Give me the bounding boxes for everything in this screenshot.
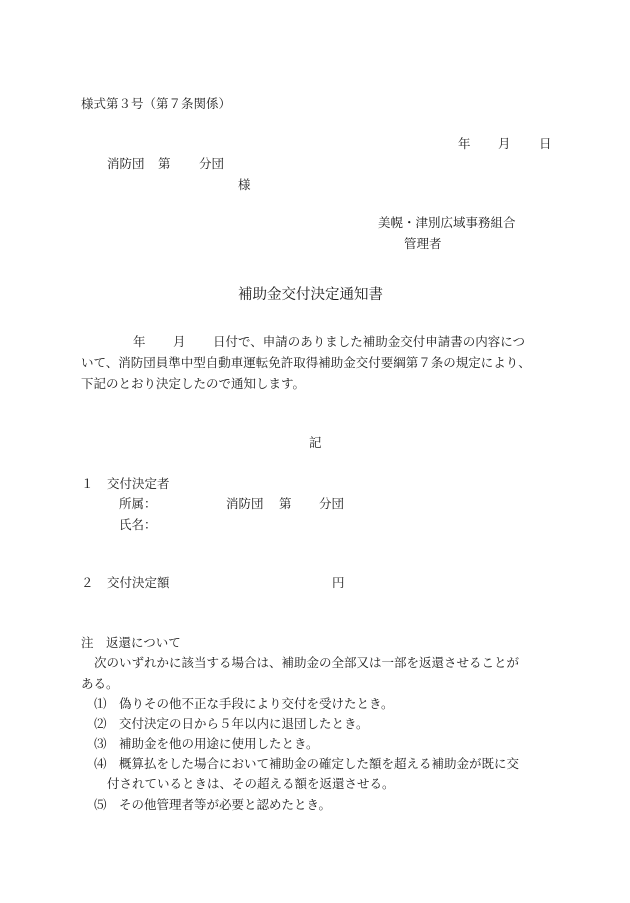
intro-month: 月 <box>173 334 186 349</box>
document-title: 補助金交付決定通知書 <box>238 287 383 303</box>
sender-role: 管理者 <box>404 236 442 251</box>
intro-line2: いて、消防団員準中型自動車運転免許取得補助金交付要綱第７条の規定により、 <box>81 355 531 370</box>
note-item-number: ⑵ <box>94 716 107 731</box>
item1-dai: 第 <box>279 496 292 511</box>
notes-heading: 注 返還について <box>81 635 181 650</box>
item1-number: １ <box>81 476 94 491</box>
ki-mark: 記 <box>309 435 322 450</box>
recipient-branch: 分団 <box>199 156 225 171</box>
recipient-corps: 消防団 <box>107 156 145 171</box>
item1-corps: 消防団 <box>226 496 264 511</box>
date-year: 年 <box>458 136 471 151</box>
date-day: 日 <box>539 136 552 151</box>
recipient-dai: 第 <box>158 156 171 171</box>
form-number: 様式第３号（第７条関係） <box>81 96 232 111</box>
intro-year: 年 <box>133 334 146 349</box>
note-item-number: ⑶ <box>94 736 107 751</box>
item1-label: 交付決定者 <box>107 476 170 491</box>
note-item-text: 偽りその他不正な手段により交付を受けたとき。 <box>119 696 394 711</box>
item1-name-label: 氏名： <box>119 517 157 532</box>
note-item-number: ⑴ <box>94 696 107 711</box>
note-item-continuation: 付されているときは、その超える額を返還させる。 <box>107 776 395 791</box>
item2-number: ２ <box>81 575 94 590</box>
note-item-text: 概算払をした場合において補助金の確定した額を超える補助金が既に交 <box>119 756 520 771</box>
notes-intro-line2: ある。 <box>81 676 119 691</box>
notes-intro-line1: 次のいずれかに該当する場合は、補助金の全部又は一部を返還させることが <box>94 655 520 670</box>
note-item-number: ⑸ <box>94 797 107 812</box>
recipient-sama: 様 <box>238 177 251 192</box>
intro-line3: 下記のとおり決定したので通知します。 <box>81 376 306 391</box>
item1-affiliation-label: 所属： <box>119 496 157 511</box>
item1-branch: 分団 <box>319 496 345 511</box>
date-month: 月 <box>498 136 511 151</box>
note-item-text: 補助金を他の用途に使用したとき。 <box>119 736 319 751</box>
item2-label: 交付決定額 <box>107 575 170 590</box>
intro-line1: 日付で、申請のありました補助金交付申請書の内容につ <box>213 334 526 349</box>
note-item-text: その他管理者等が必要と認めたとき。 <box>119 797 332 812</box>
sender-org: 美幌・津別広域事務組合 <box>378 215 516 230</box>
note-item-number: ⑷ <box>94 756 107 771</box>
note-item-text: 交付決定の日から５年以内に退団したとき。 <box>119 716 369 731</box>
item2-unit: 円 <box>332 575 345 590</box>
